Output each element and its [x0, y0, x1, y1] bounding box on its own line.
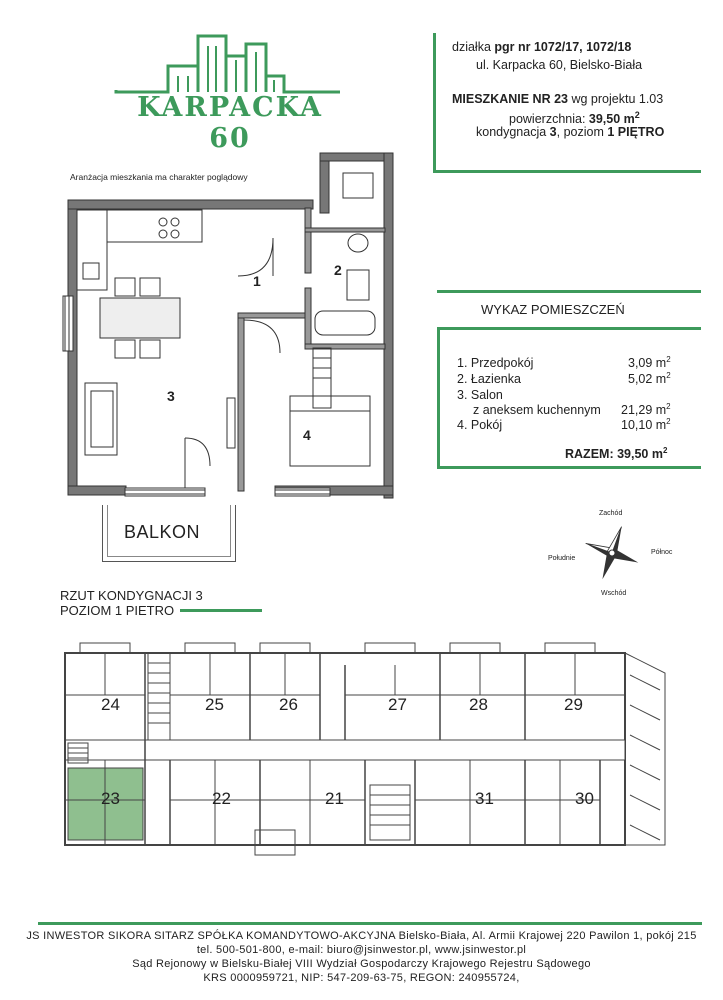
apartment-line: MIESZKANIE NR 23 wg projektu 1.03	[452, 92, 664, 106]
compass	[545, 505, 695, 605]
plan-room-3-label: 3	[167, 388, 175, 404]
compass-rose-icon	[582, 523, 642, 583]
unit-21-label[interactable]: 21	[325, 789, 344, 808]
floor-plan-title-1: RZUT KONDYGNACJI 3	[60, 588, 203, 603]
compass-left-label: Południe	[548, 555, 576, 562]
room-item-3b-area: 21,29 $m^2$	[621, 402, 671, 418]
compass-bottom-label: Wschód	[601, 590, 627, 597]
footer-contact: tel. 500-501-800, e-mail: biuro@jsinwestor.pl, www.jsinwestor.pl	[196, 944, 527, 956]
plan-room-2-label: 2	[334, 262, 342, 278]
unit-26-label[interactable]: 26	[279, 695, 298, 714]
room-list-mid-line	[437, 327, 701, 330]
footer-line	[38, 922, 702, 925]
footer-company: JS INWESTOR SIKORA SITARZ SPÓŁKA KOMANDYTOWO-AKCYJNA Bielsko-Biała, Al. Armii Krajowej 220 Pawilon 1, pokój 215	[26, 930, 697, 942]
unit-22-label[interactable]: 22	[212, 789, 231, 808]
floor-plan-title-underline	[180, 609, 262, 612]
floor-plan-title-2: POZIOM 1 PIETRO	[60, 603, 175, 618]
unit-25-label[interactable]: 25	[205, 695, 224, 714]
unit-30-label[interactable]: 30	[575, 789, 594, 808]
plan-room-4-label: 4	[303, 427, 311, 443]
building-plan	[55, 635, 675, 860]
unit-24-label[interactable]: 24	[101, 695, 120, 714]
room-list-total: RAZEM: 39,50 $m^2$	[565, 446, 668, 462]
room-list-bottom-line	[437, 466, 701, 469]
room-item-2-name: 2. Łazienka	[457, 372, 521, 386]
plot-line: działka pgr nr 1072/17, 1072/18	[452, 40, 632, 54]
unit-27-label[interactable]: 27	[388, 695, 407, 714]
room-item-3-name: 3. Salon	[457, 388, 503, 402]
room-list-top-line	[437, 290, 701, 293]
room-item-3b-name: z aneksem kuchennym	[473, 403, 601, 417]
logo-text: KARPACKA 60	[137, 92, 323, 154]
logo-buildings-icon	[108, 30, 348, 100]
footer-court: Sąd Rejonowy w Bielsku-Białej VIII Wydział Gospodarczy Krajowego Rejestru Sądowego	[132, 958, 591, 970]
unit-29-label[interactable]: 29	[564, 695, 583, 714]
apartment-plan	[55, 148, 415, 548]
header-underline	[433, 170, 701, 173]
unit-28-label[interactable]: 28	[469, 695, 488, 714]
compass-right-label: Północ	[651, 549, 673, 556]
unit-23-label[interactable]: 23	[101, 789, 120, 808]
room-item-1-name: 1. Przedpokój	[457, 356, 534, 370]
room-list-side-line	[437, 327, 440, 468]
room-list-title: WYKAZ POMIESZCZEŃ	[481, 302, 625, 317]
address-line: ul. Karpacka 60, Bielsko-Biała	[476, 58, 643, 72]
room-item-4-name: 4. Pokój	[457, 418, 503, 432]
logo	[108, 30, 348, 154]
footer-registration: KRS 0000959721, NIP: 547-209-63-75, REGON: 240955724,	[203, 972, 520, 984]
room-item-2-area: 5,02 $m^2$	[628, 371, 671, 387]
room-item-4-area: 10,10 $m^2$	[621, 417, 671, 433]
floor-line: kondygnacja 3, poziom 1 PIĘTRO	[476, 125, 665, 139]
balcony-label: BALKON	[124, 522, 201, 542]
room-item-1-area: 3,09 $m^2$	[628, 355, 671, 371]
plan-room-1-label: 1	[253, 273, 261, 289]
area-line: powierzchnia: 39,50 $m^2$	[509, 110, 640, 127]
plan-note: Aranżacja mieszkania ma charakter poglądowy	[70, 172, 248, 182]
header-divider	[433, 33, 436, 173]
unit-31-label[interactable]: 31	[475, 789, 494, 808]
compass-top-label: Zachód	[599, 510, 623, 517]
